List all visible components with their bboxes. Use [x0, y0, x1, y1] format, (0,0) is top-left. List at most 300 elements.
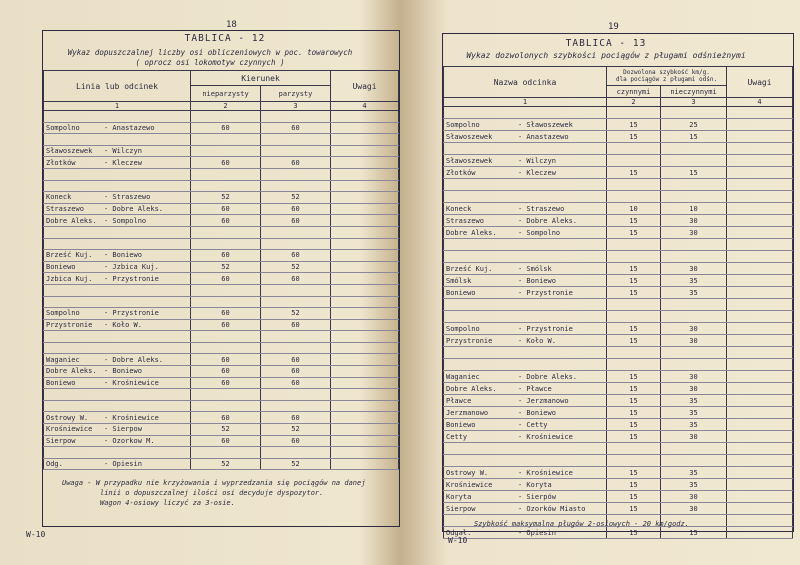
value-cell	[261, 400, 331, 412]
section-cell	[44, 447, 191, 459]
value-cell: 15	[607, 467, 661, 479]
station-to: - Dobre Aleks.	[518, 216, 578, 225]
table-row	[444, 371, 793, 383]
value-cell: 15	[607, 215, 661, 227]
value-cell	[607, 311, 661, 323]
station-from: Sierpow	[46, 436, 76, 445]
station-to: - Koło W.	[518, 336, 556, 345]
section-cell	[444, 431, 607, 443]
section-cell	[44, 319, 191, 331]
value-cell: 52	[261, 424, 331, 436]
value-cell	[191, 226, 261, 238]
section-cell	[44, 424, 191, 436]
notes-cell	[331, 250, 399, 262]
station-to: - Dobre Aleks.	[518, 372, 578, 381]
value-cell	[261, 389, 331, 401]
notes-cell	[331, 238, 399, 250]
station-to: - Krośniewice	[104, 413, 159, 422]
col-number: 2	[191, 102, 261, 111]
notes-cell	[727, 323, 793, 335]
table-row	[44, 215, 399, 227]
notes-cell	[331, 377, 399, 389]
value-cell	[607, 251, 661, 263]
station-to: - Wilczyn	[104, 147, 142, 156]
section-cell	[444, 443, 607, 455]
value-cell	[607, 239, 661, 251]
section-cell	[444, 479, 607, 491]
table-row	[444, 491, 793, 503]
section-cell	[444, 143, 607, 155]
table-row	[444, 311, 793, 323]
value-cell: 15	[661, 527, 727, 539]
table-row	[44, 412, 399, 424]
station-to: - Koło W.	[104, 320, 142, 329]
station-to: - Krośniewice	[518, 468, 573, 477]
value-cell: 60	[261, 354, 331, 366]
table-subtitle: Wykaz dozwolonych szybkości pociągów z pługami odśnieżnymi	[466, 51, 746, 60]
table-row	[44, 284, 399, 296]
station-to: - Anastazewo	[518, 132, 569, 141]
section-cell	[44, 134, 191, 146]
value-cell	[261, 296, 331, 308]
station-from: Boniewo	[446, 288, 476, 297]
table-row	[44, 435, 399, 447]
station-from: Sławoszewek	[46, 147, 93, 156]
col-number: 1	[444, 98, 607, 107]
value-cell: 15	[607, 479, 661, 491]
section-cell	[444, 347, 607, 359]
value-cell: 60	[261, 122, 331, 134]
table-row	[44, 192, 399, 204]
table-row	[44, 261, 399, 273]
value-cell: 15	[607, 491, 661, 503]
station-to: - Krośniewice	[104, 378, 159, 387]
value-cell: 52	[191, 192, 261, 204]
value-cell: 15	[607, 371, 661, 383]
station-from: Sompolno	[446, 324, 480, 333]
station-from: Boniewo	[446, 420, 476, 429]
notes-cell	[727, 527, 793, 539]
table-row	[444, 215, 793, 227]
section-cell	[44, 342, 191, 354]
table-row	[444, 335, 793, 347]
notes-cell	[727, 431, 793, 443]
notes-cell	[331, 447, 399, 459]
value-cell: 35	[661, 419, 727, 431]
table-row	[44, 250, 399, 262]
value-cell	[191, 447, 261, 459]
value-cell: 10	[607, 203, 661, 215]
station-to: - Straszewo	[518, 204, 565, 213]
value-cell: 60	[261, 412, 331, 424]
table-row	[44, 238, 399, 250]
notes-cell	[727, 479, 793, 491]
table-row	[44, 319, 399, 331]
value-cell: 30	[661, 431, 727, 443]
station-from: Koryta	[446, 492, 472, 501]
notes-cell	[727, 443, 793, 455]
table-row	[444, 383, 793, 395]
notes-cell	[727, 167, 793, 179]
value-cell: 60	[261, 157, 331, 169]
value-cell	[261, 284, 331, 296]
station-to: - Dobre Aleks.	[104, 205, 164, 214]
table-row	[444, 455, 793, 467]
value-cell: 15	[607, 287, 661, 299]
section-cell	[444, 251, 607, 263]
value-cell	[261, 145, 331, 157]
table-row	[444, 479, 793, 491]
table-row	[444, 359, 793, 371]
value-cell: 30	[661, 323, 727, 335]
value-cell: 15	[607, 335, 661, 347]
station-from: Sławoszewek	[446, 156, 493, 165]
snowplow-speed-table	[443, 66, 793, 539]
station-to: - Przystronie	[518, 288, 573, 297]
section-cell	[444, 299, 607, 311]
station-to: - Kleczew	[518, 168, 556, 177]
value-cell: 60	[191, 377, 261, 389]
section-cell	[444, 203, 607, 215]
section-cell	[44, 377, 191, 389]
section-cell	[44, 412, 191, 424]
station-to: - Anastazewo	[104, 123, 155, 132]
section-cell	[444, 155, 607, 167]
section-cell	[444, 323, 607, 335]
value-cell	[661, 299, 727, 311]
station-from: Waganiec	[46, 355, 80, 364]
value-cell: 60	[191, 215, 261, 227]
station-from: Jerzmanowo	[446, 408, 489, 417]
notes-cell	[331, 180, 399, 192]
station-from: Waganiec	[446, 372, 480, 381]
station-to: - Straszewo	[104, 193, 151, 202]
value-cell	[661, 251, 727, 263]
station-from: Koneck	[446, 204, 472, 213]
value-cell: 30	[661, 335, 727, 347]
notes-cell	[331, 273, 399, 285]
header-notes: Uwagi	[727, 67, 793, 98]
notes-cell	[331, 342, 399, 354]
notes-cell	[727, 179, 793, 191]
notes-cell	[727, 311, 793, 323]
table-row	[44, 308, 399, 320]
station-to: - Ozorkow M.	[104, 436, 155, 445]
station-to: - Opiesin	[104, 460, 142, 469]
station-to: - Sompolno	[104, 216, 147, 225]
station-from: Koneck	[46, 193, 72, 202]
notes-cell	[727, 503, 793, 515]
value-cell: 60	[191, 122, 261, 134]
station-from: Sompolno	[46, 309, 80, 318]
note-line-2: linii o dopuszczalnej ilości osi decyduje dyspozytor.	[100, 489, 324, 497]
table-title: TABLICA - 13	[565, 38, 647, 49]
table-subtitle-note: ( oprocz osi lokomotyw czynnych )	[135, 58, 285, 67]
value-cell	[191, 331, 261, 343]
header-direction: Kierunek	[191, 71, 331, 86]
footer-mark: W-10	[448, 536, 468, 545]
table-row	[444, 431, 793, 443]
section-cell	[44, 192, 191, 204]
value-cell: 60	[191, 203, 261, 215]
notes-cell	[727, 467, 793, 479]
section-cell	[444, 491, 607, 503]
table-row	[444, 239, 793, 251]
value-cell	[661, 179, 727, 191]
notes-cell	[331, 122, 399, 134]
notes-cell	[331, 111, 399, 123]
value-cell	[661, 239, 727, 251]
value-cell	[607, 359, 661, 371]
value-cell	[661, 143, 727, 155]
notes-cell	[331, 458, 399, 470]
table-row	[44, 447, 399, 459]
value-cell: 35	[661, 467, 727, 479]
table-row	[44, 157, 399, 169]
notes-cell	[727, 371, 793, 383]
section-cell	[444, 263, 607, 275]
section-cell	[444, 191, 607, 203]
table-row	[444, 503, 793, 515]
notes-cell	[331, 203, 399, 215]
value-cell: 60	[261, 203, 331, 215]
notes-cell	[331, 145, 399, 157]
station-from: Dobre Aleks.	[46, 367, 97, 376]
value-cell: 60	[191, 412, 261, 424]
value-cell: 35	[661, 395, 727, 407]
section-cell	[44, 261, 191, 273]
value-cell: 60	[191, 157, 261, 169]
value-cell: 60	[191, 308, 261, 320]
header-line: Linia lub odcinek	[44, 71, 191, 102]
notes-cell	[727, 251, 793, 263]
section-cell	[444, 455, 607, 467]
table-row	[444, 143, 793, 155]
value-cell	[607, 347, 661, 359]
value-cell: 52	[261, 458, 331, 470]
value-cell: 30	[661, 503, 727, 515]
table-row	[444, 167, 793, 179]
station-from: Dobre Aleks.	[446, 384, 497, 393]
value-cell	[607, 191, 661, 203]
value-cell: 60	[261, 250, 331, 262]
value-cell: 15	[607, 119, 661, 131]
value-cell: 60	[261, 215, 331, 227]
notes-cell	[727, 239, 793, 251]
value-cell	[191, 238, 261, 250]
station-to: - Sławoszewek	[518, 120, 573, 129]
notes-cell	[331, 435, 399, 447]
value-cell: 10	[661, 203, 727, 215]
table-row	[444, 203, 793, 215]
notes-cell	[727, 275, 793, 287]
value-cell: 30	[661, 227, 727, 239]
station-from: Odg.	[46, 460, 63, 469]
notes-cell	[727, 119, 793, 131]
section-cell	[444, 107, 607, 119]
value-cell: 60	[191, 354, 261, 366]
value-cell: 30	[661, 263, 727, 275]
section-cell	[44, 308, 191, 320]
value-cell: 60	[191, 319, 261, 331]
value-cell: 52	[261, 192, 331, 204]
station-from: Jzbica Kuj.	[46, 274, 93, 283]
station-to: - Koryta	[518, 480, 552, 489]
value-cell	[191, 168, 261, 180]
value-cell	[261, 134, 331, 146]
header-inactive: nieczynnymi	[661, 86, 727, 98]
note-line-1: Uwaga - W przypadku nie krzyżowania i wyprzedzania się pociągów na danej	[62, 479, 366, 487]
header-speed	[607, 67, 727, 86]
notes-cell	[331, 168, 399, 180]
value-cell	[191, 342, 261, 354]
notes-cell	[331, 354, 399, 366]
value-cell: 15	[607, 503, 661, 515]
col-number: 3	[261, 102, 331, 111]
value-cell	[607, 455, 661, 467]
station-from: Straszewo	[446, 216, 484, 225]
value-cell: 60	[191, 366, 261, 378]
section-cell	[44, 215, 191, 227]
section-cell	[444, 179, 607, 191]
station-to: - Boniewo	[104, 367, 142, 376]
value-cell: 25	[661, 119, 727, 131]
station-from: Sierpow	[446, 504, 476, 513]
col-number: 3	[661, 98, 727, 107]
station-to: - Cetty	[518, 420, 548, 429]
table-row	[44, 111, 399, 123]
table-row	[44, 377, 399, 389]
section-cell	[44, 354, 191, 366]
section-cell	[444, 311, 607, 323]
note-line-3: Wagon 4-osiowy liczyć za 3-osie.	[100, 499, 235, 507]
notes-cell	[331, 319, 399, 331]
value-cell	[661, 455, 727, 467]
notes-cell	[727, 227, 793, 239]
value-cell	[261, 111, 331, 123]
station-to: - Jzbica Kuj.	[104, 263, 159, 272]
notes-cell	[331, 412, 399, 424]
station-from: Ostrowy W.	[446, 468, 489, 477]
notes-cell	[727, 395, 793, 407]
station-from: Złotków	[446, 168, 476, 177]
value-cell: 15	[607, 167, 661, 179]
station-to: - Wilczyn	[518, 156, 556, 165]
value-cell	[661, 443, 727, 455]
notes-cell	[727, 383, 793, 395]
table-row	[444, 191, 793, 203]
station-to: - Przystronie	[518, 324, 573, 333]
value-cell	[661, 155, 727, 167]
value-cell	[261, 342, 331, 354]
value-cell: 60	[191, 250, 261, 262]
col-number: 4	[727, 98, 793, 107]
section-cell	[44, 111, 191, 123]
section-cell	[444, 119, 607, 131]
section-cell	[444, 287, 607, 299]
notes-cell	[727, 143, 793, 155]
value-cell	[661, 347, 727, 359]
table-row	[444, 155, 793, 167]
section-cell	[444, 503, 607, 515]
notes-cell	[331, 215, 399, 227]
notes-cell	[331, 389, 399, 401]
table-title: TABLICA - 12	[184, 33, 266, 44]
value-cell	[661, 359, 727, 371]
station-from: Sławoszewek	[446, 132, 493, 141]
station-to: - Boniewo	[104, 251, 142, 260]
section-cell	[444, 395, 607, 407]
col-number: 2	[607, 98, 661, 107]
section-cell	[44, 284, 191, 296]
value-cell: 52	[261, 308, 331, 320]
section-cell	[444, 383, 607, 395]
station-to: - Jerzmanowo	[518, 396, 569, 405]
page-number: 18	[226, 20, 237, 30]
notes-cell	[331, 331, 399, 343]
value-cell: 52	[261, 261, 331, 273]
note-line: Szybkość maksymalna pługów 2-osiowych - 20 km/godz.	[474, 520, 689, 528]
notes-cell	[727, 131, 793, 143]
value-cell: 15	[607, 407, 661, 419]
value-cell: 15	[607, 419, 661, 431]
col-number: 1	[44, 102, 191, 111]
station-to: - Ozorków Miasto	[518, 504, 586, 513]
header-notes: Uwagi	[331, 71, 399, 102]
table-row	[444, 179, 793, 191]
value-cell	[191, 389, 261, 401]
section-cell	[444, 371, 607, 383]
station-from: Przystronie	[46, 320, 93, 329]
value-cell: 60	[261, 435, 331, 447]
col-number: 4	[331, 102, 399, 111]
notes-cell	[727, 203, 793, 215]
station-to: - Opiesin	[518, 528, 556, 537]
table-row	[444, 107, 793, 119]
table-row	[444, 251, 793, 263]
notes-cell	[727, 107, 793, 119]
station-from: Boniewo	[46, 263, 76, 272]
section-cell	[444, 275, 607, 287]
value-cell	[261, 168, 331, 180]
station-from: Dobre Aleks.	[46, 216, 97, 225]
table-row	[44, 145, 399, 157]
section-cell	[44, 145, 191, 157]
value-cell: 15	[607, 227, 661, 239]
table-row	[44, 168, 399, 180]
value-cell: 35	[661, 287, 727, 299]
value-cell	[607, 443, 661, 455]
table-row	[444, 275, 793, 287]
section-cell	[444, 215, 607, 227]
value-cell: 35	[661, 479, 727, 491]
value-cell	[607, 179, 661, 191]
notes-cell	[331, 157, 399, 169]
header-speed-line-2: dla pociągów z pługami odśn.	[615, 76, 718, 83]
value-cell: 15	[607, 275, 661, 287]
value-cell	[261, 238, 331, 250]
value-cell: 15	[661, 167, 727, 179]
right-page	[412, 0, 800, 565]
station-from: Sompolno	[46, 123, 80, 132]
station-from: Cetty	[446, 432, 468, 441]
value-cell: 60	[191, 435, 261, 447]
table-row	[44, 400, 399, 412]
table-subtitle: Wykaz dopuszczalnej liczby osi obliczeniowych w poc. towarowych	[67, 48, 353, 57]
table-row	[44, 366, 399, 378]
table-row	[444, 467, 793, 479]
station-to: - Przystronie	[104, 274, 159, 283]
